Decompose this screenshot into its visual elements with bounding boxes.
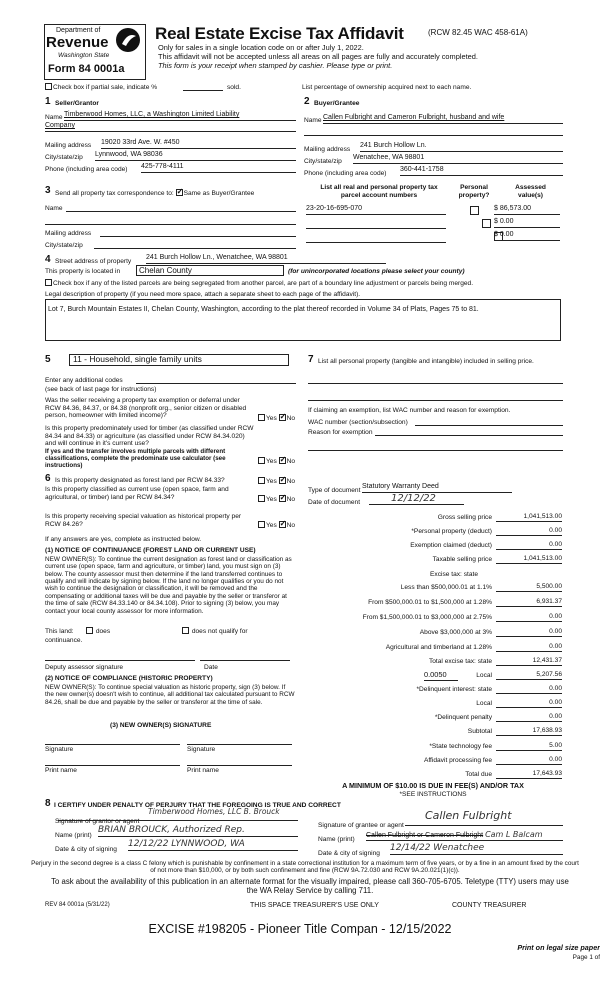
county-select[interactable]: Chelan County [136,265,284,276]
seller-mail-field[interactable]: 19020 33rd Ave. W. #450 [101,139,296,149]
buyer-name-line2[interactable] [304,126,563,136]
q-forest-no-checkbox[interactable] [279,477,286,484]
seller-phone-label: Phone (including area code) [45,166,128,173]
partial-pct-field[interactable] [183,82,223,91]
taxable-value[interactable]: 1,041,513.00 [496,555,562,564]
sec3-mail-field[interactable] [100,228,296,237]
total-state-label: Total excise tax: state [428,658,492,665]
grantor-name-field[interactable]: BRIAN BROUCK, Authorized Rep. [98,825,298,837]
parcel-header-2: parcel account numbers [340,191,418,199]
see-instructions: *SEE INSTRUCTIONS [399,791,467,798]
excise-state-label: Excise tax: state [430,571,479,578]
delinq-int-label: *Delinquent interest: state [416,686,492,693]
notice-1-text: NEW OWNER(S): To continue the current designation as forest land or classification as current use (open space, farm and agriculture, or timber) land, you must sign on (3) below. The county assessor must then determine if the land transferred continues to qualify and will indicate by signing below. If the land no longer qualifies or you do not wish to continue the designation or classification, it will be removed and the compensating or additional taxes will be due and payable by the seller or transferor at the time of sale (RCW 84.33.140 or 84.34.108). Prior to signing (3) below, you may contact your local county assessor for more information. [45,556,292,615]
delinq-local-label: Local [476,700,492,707]
local-row [318,671,562,682]
buyer-city-field[interactable]: Wenatchee, WA 98801 [353,154,563,164]
tier5-value[interactable]: 0.00 [496,643,562,652]
personal-header-2: property? [458,191,490,199]
total-state-value[interactable]: 12,431.37 [496,657,562,666]
seller-name-line2[interactable]: Company [45,122,296,132]
notice-2-heading: (2) NOTICE OF COMPLIANCE (HISTORIC PROPERTY) [45,675,213,682]
does-label: does [95,628,111,635]
land-use-code-select[interactable]: 11 - Household, single family units [69,354,289,366]
tech-fee-label: *State technology fee [429,743,492,750]
tier4-value[interactable]: 0.00 [496,628,562,637]
reason-label: Reason for exemption [308,429,373,436]
legal-desc-text: Lot 7, Burch Mountain Estates II, Chelan County, Washington, according to the plat thereof recorded in Volume 34 of Plats, Pages 75 to 81. [48,306,479,313]
form-number: Form 84 0001a [48,63,125,75]
new-owner-sig-1[interactable] [45,736,180,745]
notice-3-heading: (3) NEW OWNER(S) SIGNATURE [110,722,212,729]
q-historic: Is this property receiving special valuation as historical property per RCW 84.26? [45,513,242,528]
local-value[interactable]: 5,207.56 [496,671,562,680]
no-label: No [286,522,296,529]
doc-date-label: Date of document [308,499,361,506]
partial-sale-checkbox[interactable] [45,83,52,90]
q-exemption-yes-checkbox[interactable] [258,414,265,421]
q-current-use-yesno [258,495,295,504]
tier3-value[interactable]: 0.00 [496,613,562,622]
delinq-pen-row [318,713,562,724]
tier1-value[interactable]: 5,500.00 [496,583,562,592]
sec3-number: 3 [45,185,51,196]
sec3-city-label: City/state/zip [45,242,83,249]
sec3-name-field[interactable] [66,203,296,212]
rcw-ref: (RCW 82.45 WAC 458-61A) [428,28,528,37]
tier4-row [318,628,562,639]
subtotal-row [318,727,562,738]
gross-value[interactable]: 1,041,513.00 [496,513,562,522]
notice-1-heading: (1) NOTICE OF CONTINUANCE (FOREST LAND OR CURRENT USE) [45,547,256,554]
q-current-use-no-checkbox[interactable] [279,495,286,502]
aff-fee-label: Affidavit processing fee [423,757,492,764]
county-treasurer-label: COUNTY TREASURER [452,902,527,909]
grantor-date-label: Date & city of signing [55,846,117,853]
yes-label: Yes [266,415,277,422]
sold-label: sold. [227,84,241,91]
same-as-buyer-checkbox[interactable] [176,189,183,196]
q-forest: Is this property designated as forest land per RCW 84.33? [55,477,225,484]
sec8-number: 8 [45,798,51,809]
subtotal-label: Subtotal [467,728,492,735]
does-not-checkbox[interactable] [182,627,189,634]
wac-label: WAC number (section/subsection) [308,419,408,426]
q-exemption: Was the seller receiving a property tax exemption or deferral under RCW 84.36, 84.37, or 84.38 (nonprofit org., senior citizen or disabled person, homeowner with limited income)? [45,397,247,420]
yes-label: Yes [266,496,277,503]
no-label: No [286,458,296,465]
addl-codes-field[interactable] [136,375,296,384]
local-rate[interactable]: 0.0050 [424,671,458,681]
street-label: Street address of property [55,258,132,265]
gross-label: Gross selling price [437,514,492,521]
sec6-number: 6 [45,473,51,484]
print-label-2: Print name [187,767,219,774]
seller-phone-field[interactable]: 425-778-4111 [141,163,296,173]
total-due-row [318,770,562,781]
personal-header [453,184,495,199]
personal-prop-field[interactable] [308,375,563,384]
parcel-3-field[interactable] [306,233,446,243]
tech-fee-value[interactable]: 5.00 [496,742,562,751]
unincorp-note: (for unincorporated locations please select your county) [288,268,465,275]
q-timber-yesno [258,457,295,466]
sig-label-2: Signature [187,746,216,753]
print-label-1: Print name [45,767,77,774]
availability-text: To ask about the availability of this publication in an alternate format for the visually impaired, please call 360-705-6705. Teletype (TTY) users may use the WA Relay Service by calling 711. [51,877,569,895]
q-timber-yes-checkbox[interactable] [258,457,265,464]
street-field[interactable]: 241 Burch Hollow Ln., Wenatchee, WA 98801 [146,254,386,264]
pp-row [318,527,562,538]
tier5-row [318,643,562,654]
personal-header-1: Personal [460,184,488,191]
assessed-2-field[interactable]: $ 0.00 [494,218,560,228]
q-current-use: Is this property classified as current use (open space, farm and agricultural, or timber) land per RCW 84.34? [45,486,229,501]
segregate-label: Check box if any of the listed parcels are being segregated from another parcel, are part of a boundary line adjustment or parcels being merged. [53,280,474,287]
this-land-label: This land: [45,628,74,635]
sec3-city-field[interactable] [94,240,296,249]
rev-label: REV 84 0001a (5/31/22) [45,902,110,908]
q-exemption-yesno [258,414,295,423]
grantee-name-print: Callen Fulbright or Cameron Fulbright [366,832,484,839]
tier3-row [318,613,562,624]
tier3-label: From $1,500,000.01 to $3,000,000 at 2.75% [362,614,492,621]
aff-fee-row [318,756,562,767]
deputy-sig-label: Deputy assessor signature [45,664,124,671]
delinq-local-value[interactable]: 0.00 [496,699,562,708]
tier4-label: Above $3,000,000 at 3% [419,629,492,636]
new-owner-sig-2[interactable] [187,736,292,745]
subtotal-value[interactable]: 17,638.93 [496,727,562,736]
state-label: Washington State [58,52,110,59]
does-not-option [182,627,248,636]
new-owner-print-2[interactable] [187,757,292,766]
grantor-name-label: Name (print) [55,832,92,839]
q-current-use-yes-checkbox[interactable] [258,495,265,502]
q-historic-yesno [258,521,295,530]
revenue-logo-icon [116,28,140,52]
seller-name-label: Name [45,114,63,121]
sec3-text [55,189,254,198]
does-option [86,627,110,636]
grantee-date-label: Date & city of signing [318,850,380,857]
delinq-pen-label: *Delinquent penalty [434,714,492,721]
page-number: Page 1 of [572,954,600,961]
seller-city-field[interactable]: Lynnwood, WA 98036 [95,151,296,161]
segregate-checkbox[interactable] [45,279,52,286]
doc-type-field[interactable]: Statutory Warranty Deed [362,483,512,493]
sec3-label: Send all property tax correspondence to: [55,190,174,197]
exempt-calc-label: Exemption claimed (deduct) [410,542,492,549]
seller-name-line1[interactable]: Timberwood Homes, LLC, a Washington Limited Liability [64,111,296,121]
located-label: This property is located in [45,268,121,275]
taxable-row [318,555,562,566]
see-back-label: (see back of last page for instructions) [45,386,157,393]
no-label: No [286,415,296,422]
buyer-heading: Buyer/Grantee [314,100,360,107]
seller-section-number: 1 [45,96,51,107]
grantee-name-hand: Cam L Balcam [485,830,543,839]
buyer-name-label: Name [304,117,322,124]
local-label: Local [476,672,492,679]
certify-text: I CERTIFY UNDER PENALTY OF PERJURY THAT THE FOREGOING IS TRUE AND CORRECT [54,802,341,809]
wac-field[interactable] [415,417,563,426]
seller-heading: Seller/Grantor [55,100,99,107]
total-due-value[interactable]: 17,643.93 [496,770,562,779]
delinq-local-row [318,699,562,710]
q-exemption-no-checkbox[interactable] [279,414,286,421]
q-historic-yes-checkbox[interactable] [258,521,265,528]
q-forest-yes-checkbox[interactable] [258,477,265,484]
tier2-value[interactable]: 6,931.37 [496,598,562,607]
revenue-logo-text: Revenue [46,34,109,51]
assessed-header-1: Assessed [515,184,546,191]
tier5-label: Agricultural and timberland at 1.28% [385,644,492,651]
grantee-sig-field[interactable]: Callen Fulbright [405,810,563,826]
buyer-city-label: City/state/zip [304,158,342,165]
does-checkbox[interactable] [86,627,93,634]
yes-label: Yes [266,478,277,485]
addl-codes-label: Enter any additional codes [45,377,123,384]
form-title: Real Estate Excise Tax Affidavit [155,24,404,43]
sec4-number: 4 [45,254,51,265]
pp-label: *Personal property (deduct) [411,528,492,535]
parcel-header-1: List all real and personal property tax [320,184,438,191]
grantee-sig-label: Signature of grantee or agent [318,822,404,829]
legal-paper-note: Print on legal size paper [517,943,600,952]
sec3-mail-label: Mailing address [45,230,92,237]
tier1-label: Less than $500,000.01 at 1.1% [400,584,492,591]
parcel-header [306,184,452,199]
partial-sale-row [45,83,157,92]
perjury-line: Perjury in the second degree is a class C felony which is punishable by confinement in a state correctional institution for a maximum term of five years, or by a fine in an amount fixed by the court of not more than $10,000, or by both such confinement and fine (RCW 9A.72.030 and RCW 9A.20.021(1)(c)). [31,860,579,875]
buyer-mail-label: Mailing address [304,146,351,153]
parcel-2-field[interactable] [306,219,446,229]
delinq-int-value[interactable]: 0.00 [496,685,562,694]
buyer-name-field[interactable]: Callen Fulbright and Cameron Fulbright, husband and wife [323,114,563,124]
deputy-sig-field[interactable] [45,652,195,661]
delinq-pen-value[interactable]: 0.00 [496,713,562,722]
doc-type-label: Type of document [308,487,361,494]
reason-field[interactable] [375,427,563,436]
tier2-row [318,598,562,609]
personal-1-checkbox[interactable] [470,206,479,215]
no-label: No [286,496,296,503]
personal-prop-field-2[interactable] [308,392,563,401]
yes-label: Yes [266,522,277,529]
tier2-label: From $500,000.01 to $1,500,000 at 1.28% [368,599,492,606]
partial-sale-label: Check box if partial sale, indicate % [53,84,158,91]
sec3-name-line2[interactable] [45,216,296,225]
sig-label-1: Signature [45,746,74,753]
yes-label: Yes [266,458,277,465]
header-line-2: This affidavit will not be accepted unless all areas on all pages are fully and accurately completed. [158,52,478,61]
doc-date-field[interactable]: 12/12/22 [369,493,464,505]
grantee-name-field[interactable] [366,830,563,841]
pp-value[interactable]: 0.00 [496,527,562,536]
buyer-phone-label: Phone (including area code) [304,170,387,177]
deputy-date-field[interactable] [200,652,290,661]
deputy-date-label: Date [204,664,218,671]
buyer-section-number: 2 [304,96,310,107]
tier1-row [318,583,562,594]
reason-field-2[interactable] [308,442,563,451]
perjury-text [30,860,580,875]
grantee-name-label: Name (print) [318,836,355,843]
minimum-due-note: A MINIMUM OF $10.00 IS DUE IN FEE(S) AND/OR TAX [342,781,524,790]
sec3-name-label: Name [45,205,63,212]
exempt-value[interactable]: 0.00 [496,541,562,550]
header-line-3: This form is your receipt when stamped by cashier. Please type or print. [158,61,393,70]
new-owner-print-1[interactable] [45,757,180,766]
grantor-sig-label: Signature of grantor or agent [55,818,140,825]
q-timber-note: If yes and the transfer involves multiple parcels with different classifications, complete the predominate use calculator (see instructions) [45,448,226,470]
delinq-int-row [318,685,562,696]
parcel-1-field[interactable]: 23-20-16-695-070 [306,205,446,215]
grantor-sig-field[interactable]: Timberwood Homes, LLC B. Brouck [58,808,298,821]
taxable-label: Taxable selling price [432,556,492,563]
buyer-phone-field[interactable]: 360-441-1758 [400,166,563,176]
continuance-label: continuance. [45,637,83,644]
excise-stamp: EXCISE #198205 - Pioneer Title Compan - 12/15/2022 [148,922,452,936]
assessed-1-field[interactable]: $ 86,573.00 [494,205,560,215]
legal-desc-label: Legal description of property (if you need more space, attach a separate sheet to each page of the affidavit). [45,291,361,298]
treasurer-use-label: THIS SPACE TREASURER'S USE ONLY [250,902,379,909]
q-timber-no-checkbox[interactable] [279,457,286,464]
buyer-mail-field[interactable]: 241 Burch Hollow Ln. [360,142,563,152]
q-historic-no-checkbox[interactable] [279,521,286,528]
same-as-buyer-label: Same as Buyer/Grantee [183,190,255,197]
gross-row [318,513,562,524]
segregate-row [45,279,560,288]
q-forest-yesno [258,477,295,486]
if-any-yes: If any answers are yes, complete as instructed below. [45,536,202,543]
sec7-text: List all personal property (tangible and intangible) included in selling price. [318,358,534,365]
seller-mail-label: Mailing address [45,142,92,149]
header-line-1: Only for sales in a single location code on or after July 1, 2022. [158,43,364,52]
dept-label: Department of [56,27,101,34]
grantor-date-field[interactable]: 12/12/22 LYNNWOOD, WA [128,839,298,851]
assessed-3-field[interactable]: $ 0.00 [494,231,560,241]
sec5-number: 5 [45,354,51,365]
tech-fee-row [318,742,562,753]
assessed-header [503,184,558,199]
exempt-label: If claiming an exemption, list WAC number and reason for exemption. [308,407,511,414]
list-pct-label: List percentage of ownership acquired next to each name. [302,84,472,91]
assessed-header-2: value(s) [518,191,543,199]
notice-2-text: NEW OWNER(S): To continue special valuation as historic property, sign (3) below. If the new owner(s) doesn't wish to continue, all additional tax calculated pursuant to RCW 84.26, shall be due and payable by the seller or transferor at the time of sale. [45,684,295,706]
personal-2-checkbox[interactable] [482,219,491,228]
no-label: No [286,478,296,485]
sec7-number: 7 [308,354,314,365]
total-due-label: Total due [465,771,492,778]
grantee-date-field[interactable]: 12/14/22 Wenatchee [390,843,563,855]
seller-city-label: City/state/zip [45,154,83,161]
exempt-row [318,541,562,552]
q-timber: Is this property predominately used for timber (as classified under RCW 84.34 and 84.33) or agriculture (as classified under RCW 84.34.020) and will continue in it's current use? [45,425,254,448]
aff-fee-value[interactable]: 0.00 [496,756,562,765]
total-state-row [318,657,562,668]
does-not-label: does not qualify for [191,628,248,635]
legal-desc-field[interactable] [45,299,561,341]
